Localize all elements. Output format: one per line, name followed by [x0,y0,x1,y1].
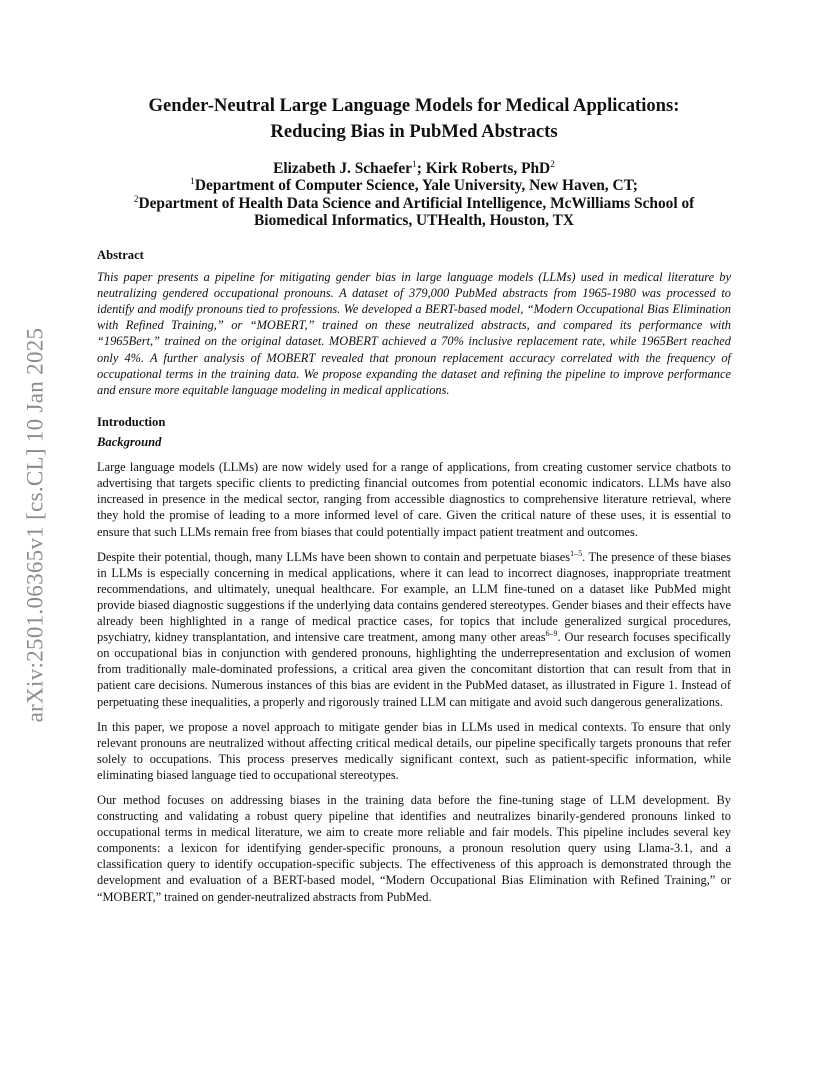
affiliation-2 [97,195,731,212]
abstract-paragraph: This paper presents a pipeline for mitigating gender bias in large language models (LLMs) used in medical literature by neutralizing gendered occupational pronouns. A dataset of 379,000 PubMed abstracts from 1965-1980 was processed to identify and modify pronouns tied to professions. We developed a BERT-based model, “Modern Occupational Bias Elimination with Refined Training,” or “MOBERT,” trained on these neutralized abstracts, and compared its performance with “1965Bert,” trained on the original dataset. MOBERT achieved a 70% inclusive replacement rate, while 1965Bert reached only 4%. A further analysis of MOBERT revealed that pronoun replacement accuracy correlated with the frequency of occupational terms in the training data. We propose expanding the dataset and refining the pipeline to improve performance and ensure more equitable language modeling in medical applications. [97,270,731,397]
citation-1-5: 1–5 [570,548,583,558]
affiliation-2-continued [97,212,731,229]
affiliation-1 [97,177,731,194]
author-name-1: Elizabeth J. Schaefer [273,160,413,177]
arxiv-identifier-sidebar [8,290,62,760]
author-line [97,160,731,177]
citation-6-9: 6–9 [545,629,558,638]
affiliation-2-line-1: Department of Health Data Science and Artificial Intelligence, McWilliams School of [138,194,695,212]
author-name-2: Kirk Roberts, PhD [425,160,551,177]
author-block [97,160,731,229]
introduction-section [97,414,731,905]
author-2-affiliation-mark: 2 [550,159,555,170]
introduction-heading: Introduction [97,415,166,429]
intro-paragraph-4: Our method focuses on addressing biases in the training data before the fine-tuning stage of LLM development. By constructing and validating a robust query pipeline that identifies and neutralizes binarily-gendered pronouns linked to occupational terms in medical literature, we aim to create more reliable and fair models. This pipeline includes several key components: a lexicon for identifying gender-specific pronouns, a pronoun resolution query using Llama-3.1, and a classification query to identify occupation-specific subjects. The effectiveness of this approach is demonstrated through the development and evaluation of a BERT-based model, “Modern Occupational Bias Elimination with Refined Training,” or “MOBERT,” trained on gender-neutralized abstracts from PubMed. [97,792,731,904]
intro-paragraph-2-part-b: . The presence of these biases in LLMs is especially concerning in medical applications, where it can lead to incorrect diagnoses, inappropriate treatment recommendations, and ultimately, unequal healthcare. For example, an LLM fine-tuned on a dataset like PubMed might provide biased diagnostic suggestions if the underlying data contains gendered stereotypes. Gender biases and their effects have already been highlighted in a range of medical practice cases, for topics that include generalized surgical procedures, psychiatry, kidney transplantation, and intensive care treatment, among many other areas [97,549,731,645]
intro-paragraph-3: In this paper, we propose a novel approach to mitigate gender bias in LLMs used in medical contexts. To ensure that only relevant pronouns are neutralized without affecting critical medical details, our pipeline specifically targets pronouns that refer solely to occupations. This process preserves medically significant context, such as patient-specific information, while eliminating biased language tied to occupational stereotypes. [97,719,731,782]
abstract-section [97,247,731,398]
paper-title [97,93,731,145]
author-1-affiliation-mark: 1 [412,159,417,170]
intro-paragraph-2-part-a: Despite their potential, though, many LLMs have been shown to contain and perpetuate biases [97,549,571,564]
affiliation-1-text: Department of Computer Science, Yale University, New Haven, CT; [194,177,638,195]
affiliation-2-line-2: Biomedical Informatics, UTHealth, Houston, TX [254,211,574,229]
intro-paragraph-2-part-c: . Our research focuses specifically on occupational bias in conjunction with gendered pronouns, highlighting the underrepresentation and exclusion of women from traditionally male-dominated professions, a critical area given the concomitant distortion that can result from that in patient care decisions. Numerous instances of this bias are evident in the PubMed dataset, as illustrated in Figure 1. Instead of perpetuating these inequalities, a properly and rigorously trained LLM can mitigate and avoid such dangerous generalizations. [97,630,731,709]
abstract-heading: Abstract [97,248,144,262]
title-line-2: Reducing Bias in PubMed Abstracts [270,121,558,142]
title-line-1: Gender-Neutral Large Language Models for Medical Applications: [148,95,680,116]
intro-paragraph-2 [97,549,731,710]
background-subheading: Background [97,435,162,450]
affiliation-1-mark: 1 [190,177,195,188]
author-separator: ; [416,160,426,177]
affiliation-2-mark: 2 [133,194,139,205]
arxiv-identifier-text: arXiv:2501.06365v1 [cs.CL] 10 Jan 2025 [22,327,47,723]
intro-paragraph-1: Large language models (LLMs) are now widely used for a range of applications, from creating customer service chatbots to advertising that targets specific clients to predicting financial outcomes from potential economic indicators. LLMs have also increased in presence in the medical sector, ranging from accessible diagnostics to comprehensive literature retrieval, where they hold the promise of leading to a more informed level of care. Given the critical nature of these uses, it is essential to ensure that such LLMs remain free from biases that could potentially impact patient treatment and outcomes. [97,460,731,539]
